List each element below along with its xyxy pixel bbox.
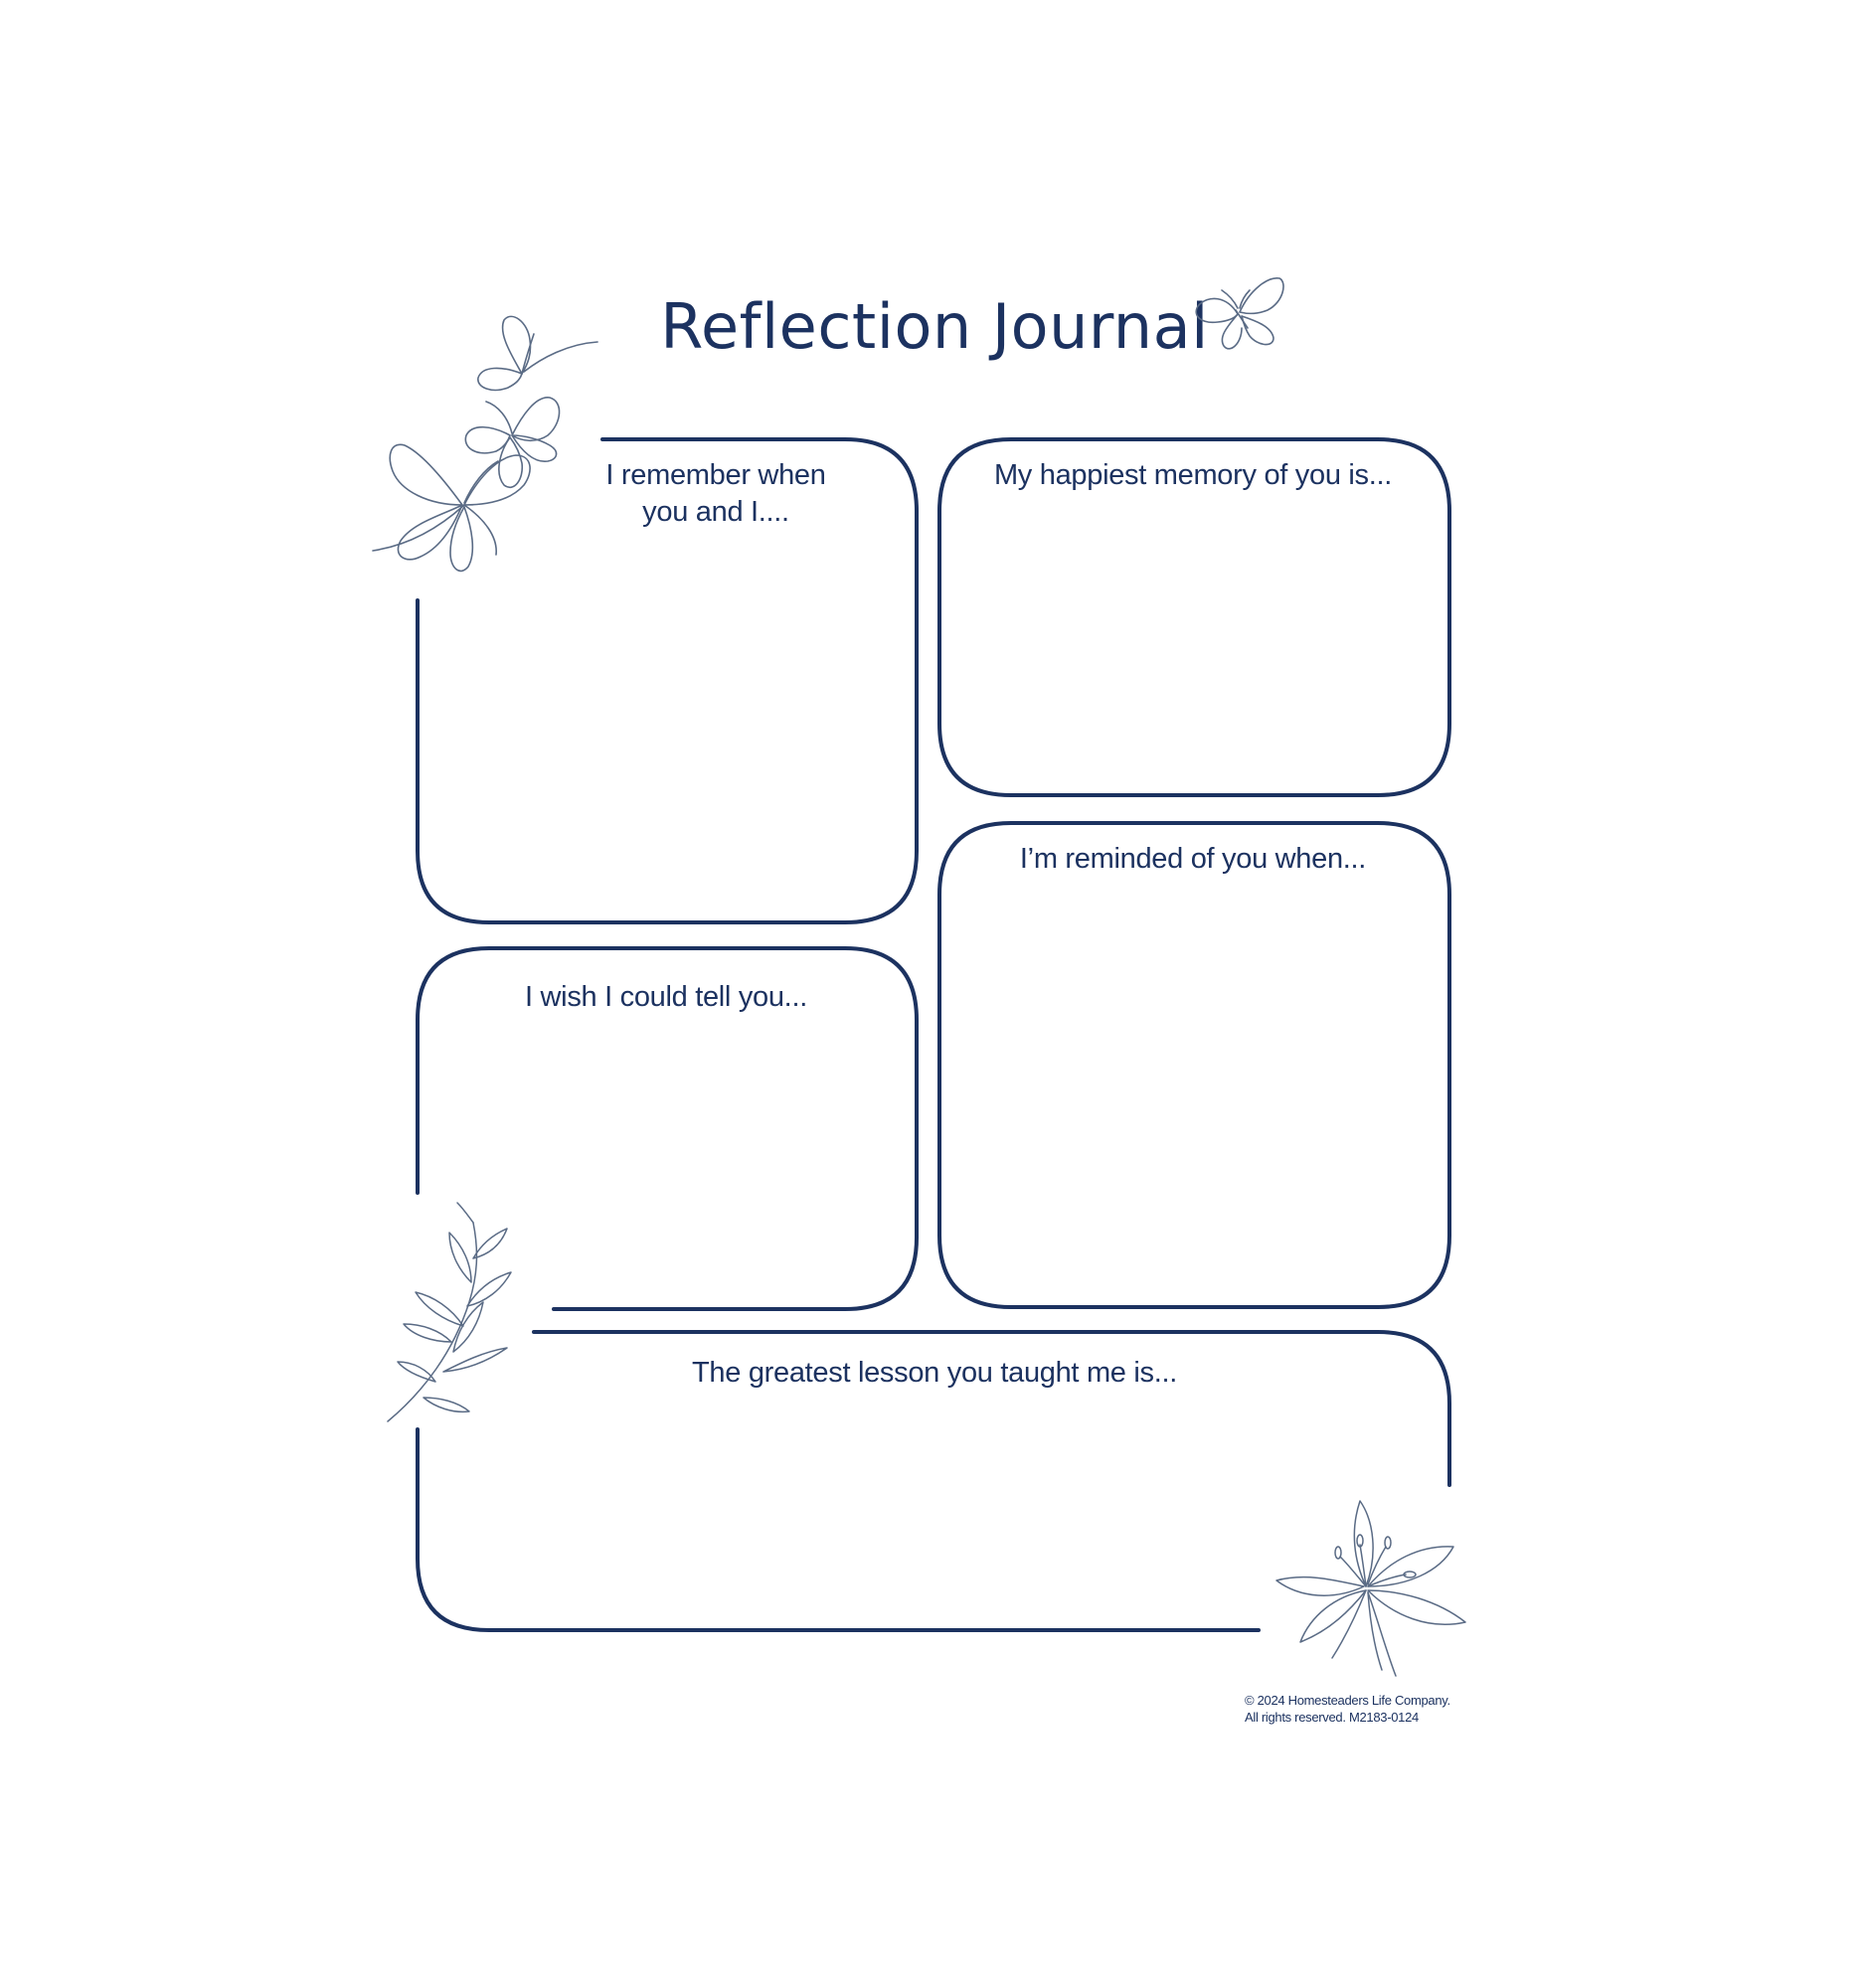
reminded-box (939, 823, 1449, 1307)
prompt-wish: I wish I could tell you... (525, 981, 807, 1013)
butterflies-icon (373, 306, 611, 584)
lily-flower-icon (1271, 1491, 1469, 1680)
leaf-sprig-icon (384, 1203, 533, 1431)
butterfly-icon (1188, 266, 1297, 361)
page-title: Reflection Journal (660, 290, 1209, 363)
prompt-lesson: The greatest lesson you taught me is... (691, 1357, 1177, 1389)
prompt-reminded: I’m reminded of you when... (1019, 843, 1367, 875)
copyright-notice: © 2024 Homesteaders Life Company. All rights reserved. M2183-0124 (1245, 1693, 1450, 1725)
prompt-remember: I remember when you and I.... (605, 459, 826, 528)
prompt-happiest: My happiest memory of you is... (993, 459, 1393, 491)
